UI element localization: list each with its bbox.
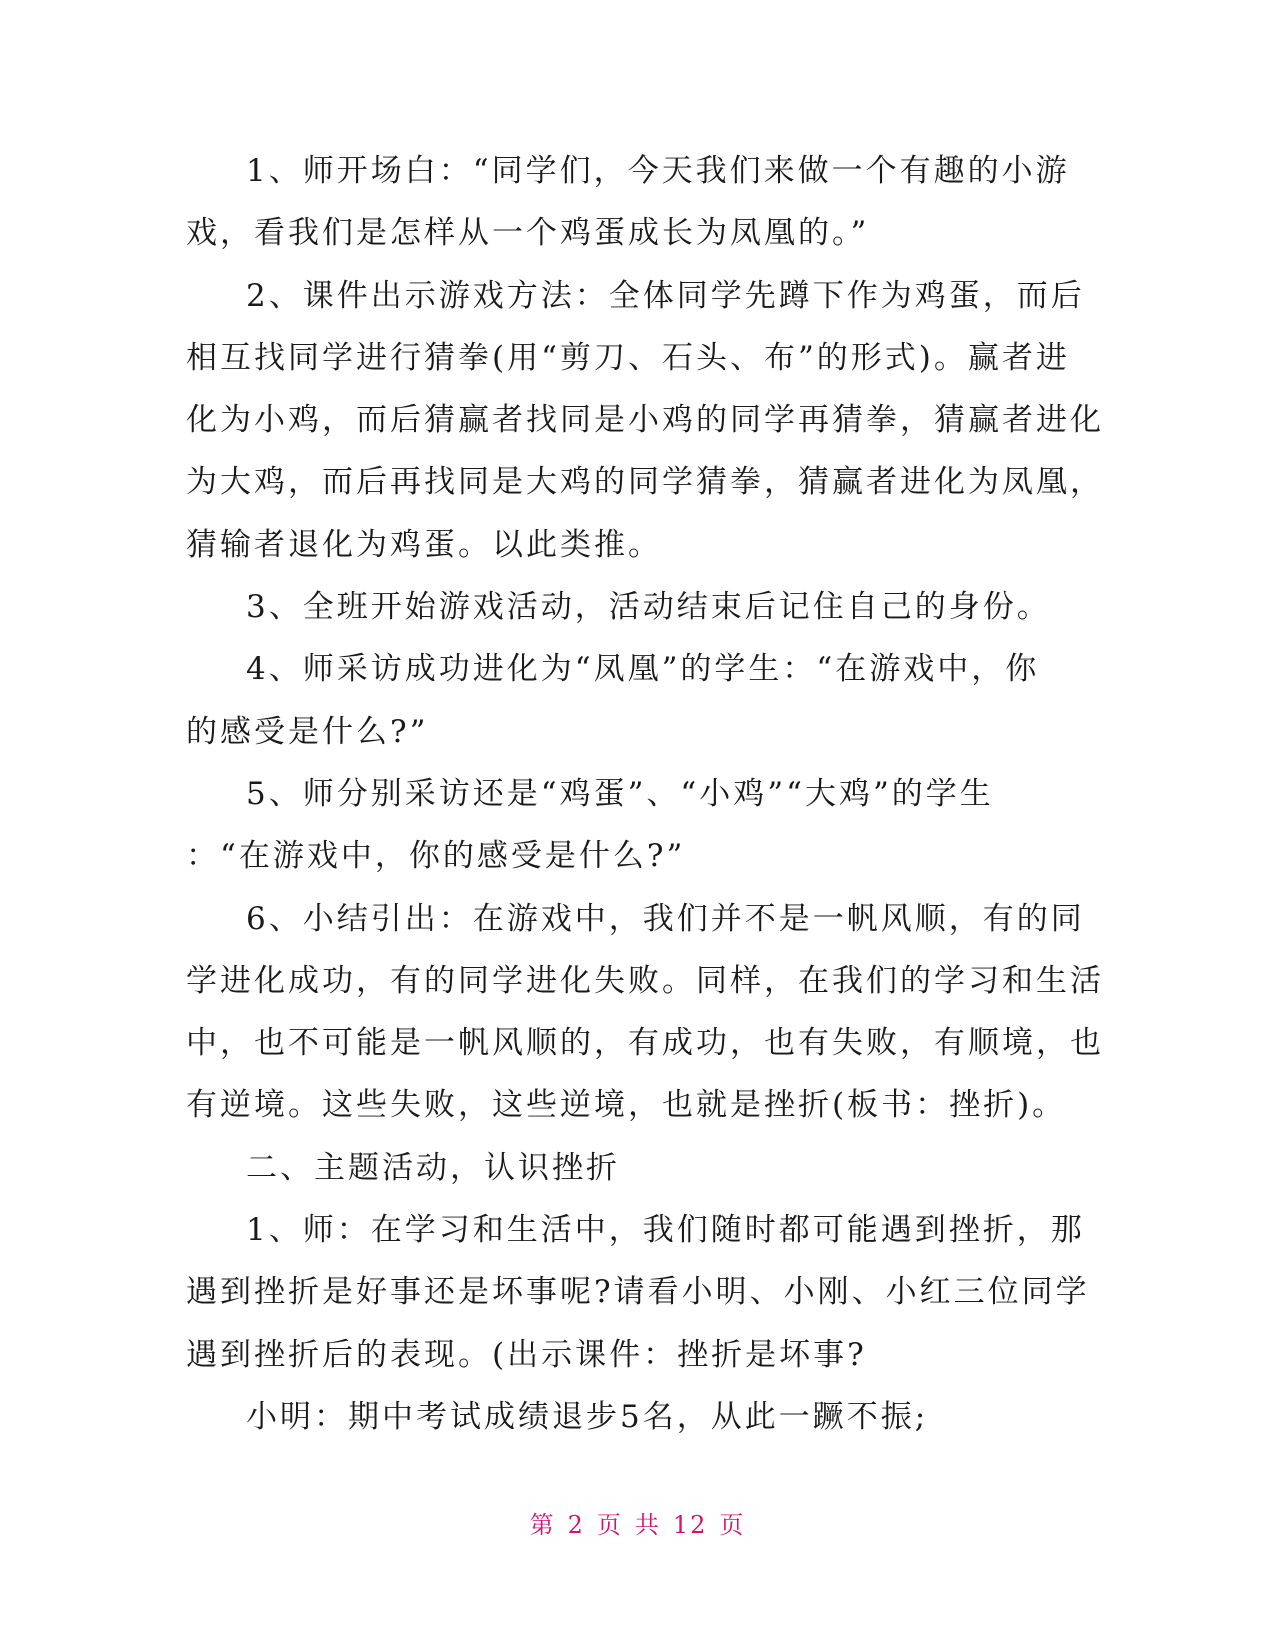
text-line: 化为小鸡，而后猜赢者找同是小鸡的同学再猜拳，猜赢者进化 bbox=[186, 402, 1104, 439]
text-line: 中，也不可能是一帆风顺的，有成功，也有失败，有顺境，也 bbox=[186, 1025, 1104, 1062]
page-footer bbox=[0, 1505, 1275, 1540]
text-line: 2、课件出示游戏方法：全体同学先蹲下作为鸡蛋，而后 bbox=[246, 277, 1085, 314]
text-line: 遇到挫折是好事还是坏事呢?请看小明、小刚、小红三位同学 bbox=[186, 1274, 1090, 1311]
text-line: 为大鸡，而后再找同是大鸡的同学猜拳，猜赢者进化为凤凰， bbox=[186, 464, 1104, 501]
text-line: 的感受是什么?” bbox=[186, 713, 429, 750]
text-line: 5、师分别采访还是“鸡蛋”、“小鸡”“大鸡”的学生 bbox=[246, 775, 994, 812]
footer-suffix: 页 bbox=[719, 1511, 746, 1539]
text-line: 小明：期中考试成绩退步5名，从此一蹶不振; bbox=[246, 1398, 929, 1435]
footer-prefix: 第 bbox=[529, 1511, 556, 1539]
text-line: 1、师：在学习和生活中，我们随时都可能遇到挫折，那 bbox=[246, 1212, 1085, 1249]
footer-total-word: 共 bbox=[634, 1511, 661, 1539]
text-line: 3、全班开始游戏活动，活动结束后记住自己的身份。 bbox=[246, 589, 1051, 626]
text-line: 戏，看我们是怎样从一个鸡蛋成长为凤凰的。” bbox=[186, 215, 870, 252]
footer-current-page: 2 bbox=[567, 1511, 585, 1539]
document-body bbox=[186, 140, 1104, 1448]
footer-page-word: 页 bbox=[596, 1511, 623, 1539]
text-line: 1、师开场白：“同学们，今天我们来做一个有趣的小游 bbox=[246, 153, 1070, 189]
text-line: ：“在游戏中，你的感受是什么?” bbox=[186, 838, 686, 875]
text-line: 遇到挫折后的表现。(出示课件：挫折是坏事? bbox=[186, 1336, 867, 1373]
text-line: 学进化成功，有的同学进化失败。同样，在我们的学习和生活 bbox=[186, 962, 1104, 999]
text-line: 6、小结引出：在游戏中，我们并不是一帆风顺，有的同 bbox=[246, 900, 1085, 937]
text-line: 4、师采访成功进化为“凤凰”的学生：“在游戏中，你 bbox=[246, 651, 1040, 688]
text-line: 相互找同学进行猜拳(用“剪刀、石头、布”的形式)。赢者进 bbox=[186, 339, 1070, 376]
text-line: 二、主题活动，认识挫折 bbox=[246, 1149, 620, 1186]
text-line: 有逆境。这些失败，这些逆境，也就是挫折(板书：挫折)。 bbox=[186, 1087, 1067, 1124]
footer-total-pages: 12 bbox=[672, 1511, 708, 1539]
text-line: 猜输者退化为鸡蛋。以此类推。 bbox=[186, 526, 662, 563]
